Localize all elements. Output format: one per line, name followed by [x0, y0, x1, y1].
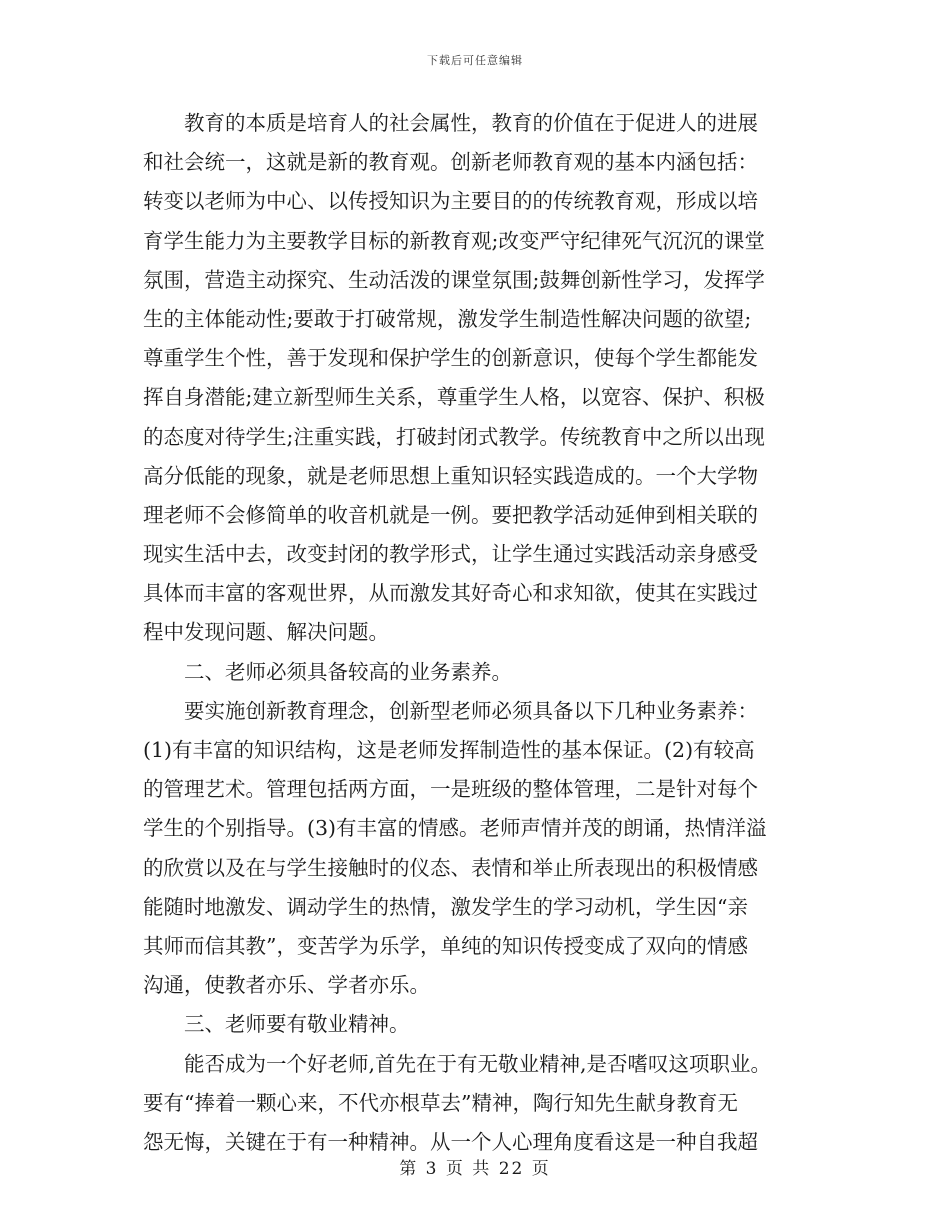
text-line: 高分低能的现象，就是老师思想上重知识轻实践造成的。一个大学物: [143, 463, 758, 488]
text-line: 学生的个别指导。(3)有丰富的情感。老师声情并茂的朗诵，热情洋溢: [143, 816, 767, 841]
text-line: 尊重学生个性，善于发现和保护学生的创新意识，使每个学生都能发: [143, 346, 758, 371]
text-line: 的态度对待学生;注重实践，打破封闭式教学。传统教育中之所以出现: [143, 424, 765, 449]
text-line: 理老师不会修简单的收音机就是一例。要把教学活动延伸到相关联的: [143, 502, 758, 527]
text-line: 能随时地激发、调动学生的热情，激发学生的学习动机，学生因“亲: [143, 894, 748, 919]
text-line: 的管理艺术。管理包括两方面，一是班级的整体管理，二是针对每个: [143, 777, 758, 802]
text-line: 和社会统一，这就是新的教育观。创新老师教育观的基本内涵包括：: [143, 150, 758, 175]
section-heading: 三、老师要有敬业精神。: [184, 1012, 410, 1037]
text-line: 生的主体能动性;要敢于打破常规，激发学生制造性解决问题的欲望;: [143, 306, 752, 331]
text-line: 现实生活中去，改变封闭的教学形式，让学生通过实践活动亲身感受: [143, 542, 758, 567]
text-line: 的欣赏以及在与学生接触时的仪态、表情和举止所表现出的积极情感: [143, 855, 758, 880]
text-line: 程中发现问题、解决问题。: [143, 620, 389, 645]
text-line: 育学生能力为主要教学目标的新教育观;改变严守纪律死气沉沉的课堂: [143, 228, 765, 253]
page-header: 下载后可任意编辑: [427, 54, 523, 67]
section-heading: 二、老师必须具备较高的业务素养。: [184, 659, 512, 684]
text-line: 氛围，营造主动探究、生动活泼的课堂氛围;鼓舞创新性学习，发挥学: [143, 267, 765, 292]
page-footer: 第 3 页 共 22 页: [399, 1159, 551, 1179]
text-line: 怨无悔，关键在于有一种精神。从一个人心理角度看这是一种自我超: [143, 1129, 758, 1154]
text-line: (1)有丰富的知识结构，这是老师发挥制造性的基本保证。(2)有较高: [143, 738, 755, 762]
text-line: 能否成为一个好老师,首先在于有无敬业精神,是否嗜叹这项职业。: [184, 1051, 772, 1076]
text-line: 转变以老师为中心、以传授知识为主要目的的传统教育观，形成以培: [143, 189, 758, 214]
text-line: 要实施创新教育理念，创新型老师必须具备以下几种业务素养：: [184, 698, 758, 723]
text-line: 沟通，使教者亦乐、学者亦乐。: [143, 973, 430, 998]
document-body: [143, 104, 808, 1162]
text-line: 要有“捧着一颗心来，不代亦根草去”精神，陶行知先生献身教育无: [143, 1090, 738, 1115]
text-line: 教育的本质是培育人的社会属性，教育的价值在于促进人的进展: [184, 111, 758, 135]
text-line: 其师而信其教”，变苦学为乐学，单纯的知识传授变成了双向的情感: [143, 933, 748, 958]
text-line: 挥自身潜能;建立新型师生关系，尊重学生人格，以宽容、保护、积极: [143, 385, 765, 410]
text-line: 具体而丰富的客观世界，从而激发其好奇心和求知欲，使其在实践过: [143, 581, 758, 606]
